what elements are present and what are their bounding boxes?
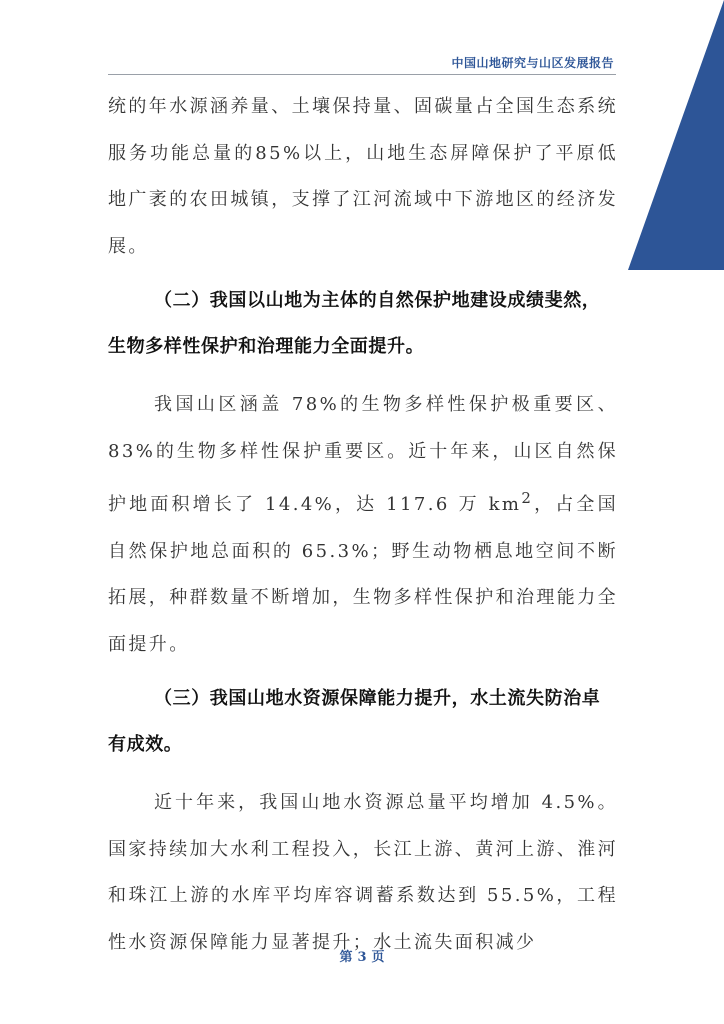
paragraph-ecosystem-services: 统的年水源涵养量、土壤保持量、固碳量占全国生态系统服务功能总量的85%以上，山地生态屏障保护了平原低地广袤的农田城镇，支撑了江河流域中下游地区的经济发展。 xyxy=(108,96,618,257)
header-divider xyxy=(108,74,616,75)
page-content xyxy=(108,84,618,966)
corner-decoration xyxy=(628,0,724,270)
report-header-title: 中国山地研究与山区发展报告 xyxy=(451,56,614,70)
paragraph-water-resources: 近十年来，我国山地水资源总量平均增加 4.5%。国家持续加大水利工程投入，长江上游、黄河上游、淮河和珠江上游的水库平均库容调蓄系数达到 55.5%，工程性水资源保障能力显著提升；水土流失面积减少 xyxy=(108,792,618,953)
superscript-2: 2 xyxy=(521,489,534,507)
section-heading-2: （二）我国以山地为主体的自然保护地建设成绩斐然，生物多样性保护和治理能力全面提升。 xyxy=(108,290,601,357)
page-prefix: 第 xyxy=(339,950,353,965)
paragraph-biodiversity-text-2: ，占全国自然保护地总面积的 65.3%；野生动物栖息地空间不断拓展，种群数量不断增加，生物多样性保护和治理能力全面提升。 xyxy=(108,494,618,655)
page-number-footer xyxy=(0,946,724,965)
page-number: 3 xyxy=(357,950,367,965)
paragraph-biodiversity-text-1: 我国山区涵盖 78%的生物多样性保护极重要区、83%的生物多样性保护重要区。近十年来，山区自然保护地面积增长了 14.4%，达 117.6 万 km xyxy=(108,394,618,515)
paragraph-biodiversity xyxy=(108,382,618,668)
page-suffix: 页 xyxy=(371,950,385,965)
section-heading-3: （三）我国山地水资源保障能力提升，水土流失防治卓有成效。 xyxy=(108,688,601,755)
